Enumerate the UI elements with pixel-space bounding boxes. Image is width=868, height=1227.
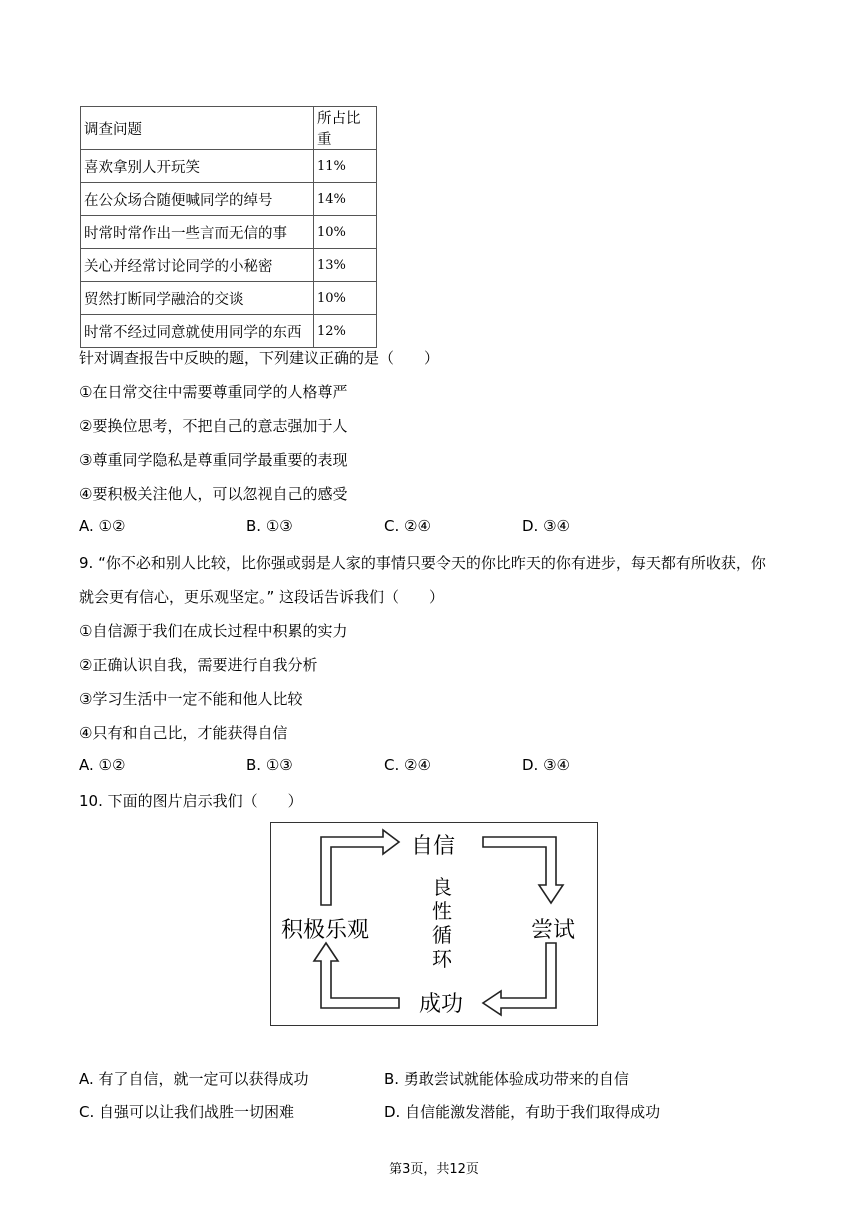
table-header-cell: 所占比重: [314, 107, 377, 150]
diagram-label-left: 积极乐观: [281, 918, 370, 943]
table-cell: 11%: [314, 150, 377, 183]
table-cell: 12%: [314, 315, 377, 348]
table-cell: 贸然打断同学融洽的交谈: [81, 282, 314, 315]
table-cell: 喜欢拿别人开玩笑: [81, 150, 314, 183]
question-9-stem-line2: 就会更有信心，更乐观坚定。” 这段话告诉我们（ ）: [79, 588, 445, 606]
arrow-left-up-icon: [314, 943, 399, 1008]
question-8-item: ④要积极关注他人，可以忽视自己的感受: [79, 485, 348, 503]
question-9-option-b[interactable]: B. ①③: [246, 756, 293, 774]
question-10-option-d[interactable]: D. 自信能激发潜能，有助于我们取得成功: [384, 1103, 661, 1121]
diagram-label-bottom: 成功: [419, 992, 464, 1017]
question-8-option-a[interactable]: A. ①②: [79, 517, 126, 535]
table-cell: 在公众场合随便喊同学的绰号: [81, 183, 314, 216]
arrow-up-right-icon: [321, 830, 399, 905]
question-9-item: ③学习生活中一定不能和他人比较: [79, 690, 303, 708]
page-footer: 第3页，共12页: [389, 1162, 479, 1177]
question-9-option-c[interactable]: C. ②④: [384, 756, 431, 774]
survey-table: [80, 106, 377, 348]
question-10-option-c[interactable]: C. 自强可以让我们战胜一切困难: [79, 1103, 295, 1121]
question-9-item: ②正确认识自我，需要进行自我分析: [79, 656, 318, 674]
question-10-option-b[interactable]: B. 勇敢尝试就能体验成功带来的自信: [384, 1070, 629, 1088]
question-10-stem: 10. 下面的图片启示我们（ ）: [79, 792, 303, 810]
table-row: [81, 216, 377, 249]
question-8-item: ③尊重同学隐私是尊重同学最重要的表现: [79, 451, 348, 469]
table-row: [81, 315, 377, 348]
question-8-option-d[interactable]: D. ③④: [522, 517, 570, 535]
question-8-option-b[interactable]: B. ①③: [246, 517, 293, 535]
table-header-row: [81, 107, 377, 150]
diagram-center-char: 性: [432, 899, 452, 923]
question-8-item: ②要换位思考，不把自己的意志强加于人: [79, 417, 348, 435]
table-cell: 时常不经过同意就使用同学的东西: [81, 315, 314, 348]
question-8-option-c[interactable]: C. ②④: [384, 517, 431, 535]
question-9-option-d[interactable]: D. ③④: [522, 756, 570, 774]
table-row: [81, 150, 377, 183]
table-row: [81, 183, 377, 216]
question-8-item: ①在日常交往中需要尊重同学的人格尊严: [79, 383, 348, 401]
table-cell: 10%: [314, 282, 377, 315]
arrow-right-down-icon: [483, 837, 563, 903]
diagram-center-char: 循: [432, 923, 452, 947]
table-cell: 关心并经常讨论同学的小秘密: [81, 249, 314, 282]
arrow-down-left-icon: [483, 943, 556, 1015]
question-9-option-a[interactable]: A. ①②: [79, 756, 126, 774]
question-9-item: ④只有和自己比，才能获得自信: [79, 724, 288, 742]
question-9-stem-line1: 9. “你不必和别人比较，比你强或弱是人家的事情只要令天的你比昨天的你有进步，每天都有所收获，你: [79, 554, 766, 572]
table-cell: 14%: [314, 183, 377, 216]
table-cell: 13%: [314, 249, 377, 282]
table-row: [81, 282, 377, 315]
diagram-center-char: 环: [432, 947, 452, 971]
table-header-cell: 调查问题: [81, 107, 314, 150]
question-8-stem: 针对调查报告中反映的题，下列建议正确的是（ ）: [79, 349, 440, 367]
table-cell: 时常时常作出一些言而无信的事: [81, 216, 314, 249]
question-9-item: ①自信源于我们在成长过程中积累的实力: [79, 622, 348, 640]
question-10-option-a[interactable]: A. 有了自信，就一定可以获得成功: [79, 1070, 309, 1088]
diagram-center-char: 良: [432, 875, 452, 899]
cycle-diagram: [270, 822, 598, 1026]
table-row: [81, 249, 377, 282]
table-cell: 10%: [314, 216, 377, 249]
diagram-label-top: 自信: [411, 834, 456, 859]
diagram-label-right: 尝试: [531, 918, 576, 943]
